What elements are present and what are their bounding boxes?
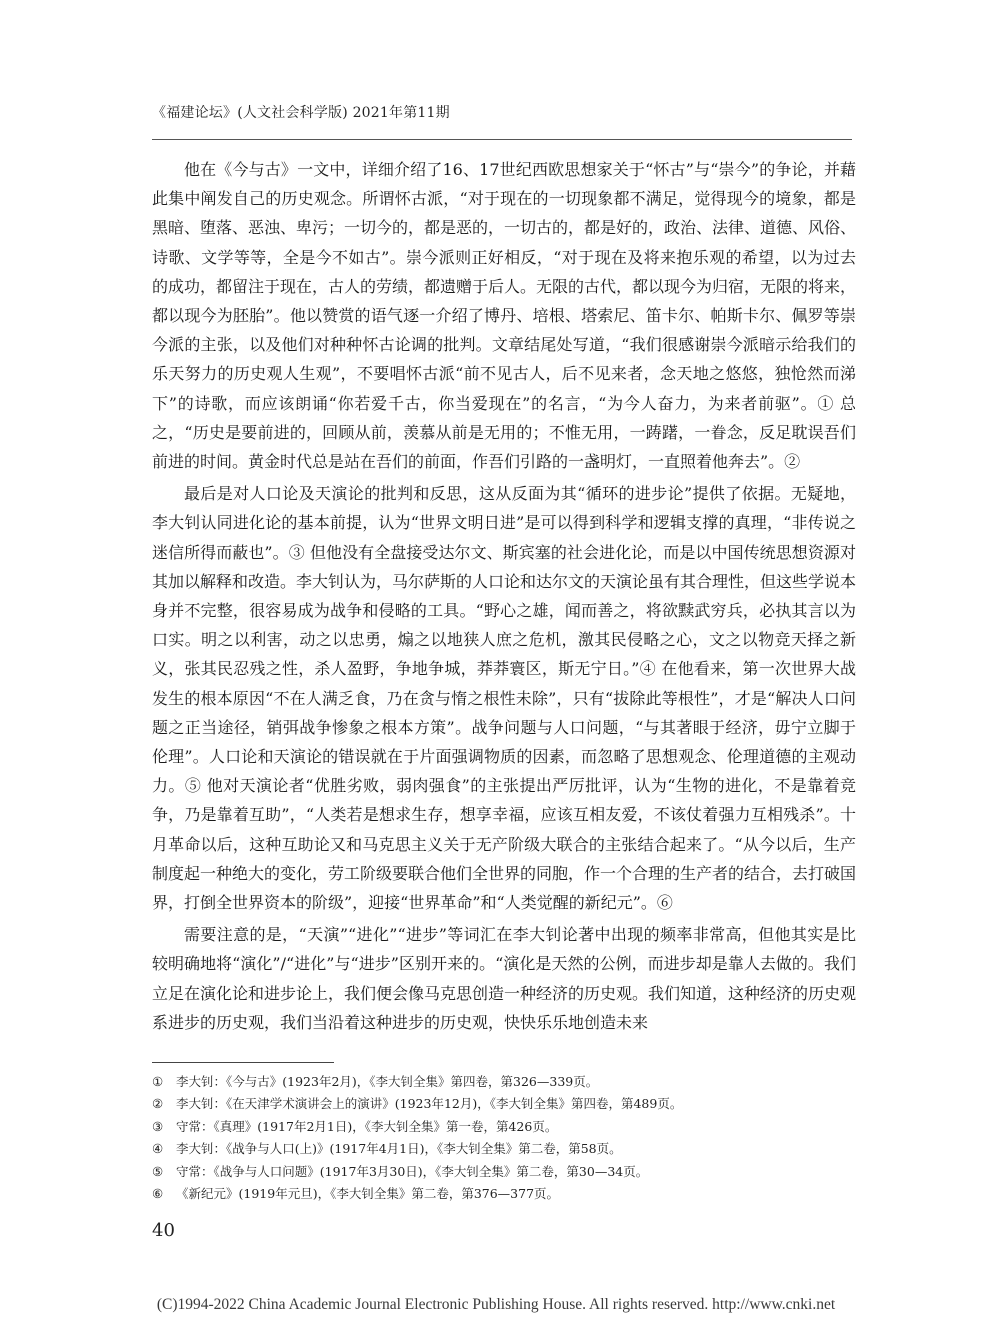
footnote-marker: ⑥ xyxy=(152,1186,164,1202)
running-header: 《福建论坛》(人文社会科学版) 2021年第11期 xyxy=(152,105,450,121)
footnote-marker: ⑤ xyxy=(152,1163,164,1179)
footnote-text: 《新纪元》(1919年元旦)，《李大钊全集》第二卷，第376—377页。 xyxy=(176,1186,560,1202)
footnote-text: 李大钊：《在天津学术演讲会上的演讲》(1923年12月)，《李大钊全集》第四卷，第489页。 xyxy=(176,1096,683,1112)
footnote-marker: ① xyxy=(152,1074,164,1089)
footnote xyxy=(152,1116,856,1138)
footnote-marker: ④ xyxy=(152,1141,164,1157)
paragraph: 他在《今与古》一文中，详细介绍了16、17世纪西欧思想家关于“怀古”与“崇今”的争论，并藉此集中阐发自己的历史观念。所谓怀古派，“对于现在的一切现象都不满足，觉得现今的境象，都是黑暗、堕落、恶浊、卑污；一切今的，都是恶的，一切古的，都是好的，政治、法律、道德、风俗、诗歌、文学等等，全是今不如古”。崇今派则正好相反，“对于现在及将来抱乐观的希望，以为过去的成功，都留注于现在，古人的劳绩，都遗赠于后人。无限的古代，都以现今为归宿，无限的将来，都以现今为胚胎”。他以赞赏的语气逐一介绍了博丹、培根、塔索尼、笛卡尔、帕斯卡尔、佩罗等崇今派的主张，以及他们对种种怀古论调的批判。文章结尾处写道，“我们很感谢崇今派暗示给我们的乐天努力的历史观人生观”，不要唱怀古派“前不见古人，后不见来者，念天地之悠悠，独怆然而涕下”的诗歌，而应该朗诵“你若爱千古，你当爱现在”的名言，“为今人奋力，为来者前驱”。① 总之，“历史是要前进的，回顾从前，羡慕从前是无用的；不惟无用，一踌躇，一眷念，反足耽误吾们前进的时间。黄金时代总是站在吾们的前面，作吾们引路的一盏明灯，一直照着他奔去”。② xyxy=(152,160,857,472)
paragraph: 需要注意的是，“天演”“进化”“进步”等词汇在李大钊论著中出现的频率非常高，但他其实是比较明确地将“演化”/“进化”与“进步”区别开来的。“演化是天然的公例，而进步却是靠人去做的。我们立足在演化论和进步论上，我们便会像马克思创造一种经济的历史观。我们知道，这种经济的历史观系进步的历史观，我们当沿着这种进步的历史观，快快乐乐地创造未来 xyxy=(152,925,857,1032)
footnote xyxy=(152,1183,856,1205)
footnote-text: 守常：《真理》(1917年2月1日)，《李大钊全集》第一卷，第426页。 xyxy=(176,1118,558,1134)
copyright-line: (C)1994-2022 China Academic Journal Electronic Publishing House. All rights reserved. http://www.cnki.net xyxy=(156,1296,836,1313)
footnote-text: 李大钊：《今与古》(1923年2月)，《李大钊全集》第四卷，第326—339页。 xyxy=(176,1074,599,1089)
header-divider xyxy=(152,139,852,140)
footnotes xyxy=(152,1071,856,1205)
footnote xyxy=(152,1071,856,1093)
footnote xyxy=(152,1093,856,1115)
footnote-marker: ② xyxy=(152,1096,164,1112)
footnote xyxy=(152,1161,856,1183)
footnote-text: 李大钊：《战争与人口(上)》(1917年4月1日)，《李大钊全集》第二卷，第58页。 xyxy=(176,1141,622,1157)
footnote-text: 守常：《战争与人口问题》(1917年3月30日)，《李大钊全集》第二卷，第30—34页。 xyxy=(176,1163,649,1179)
footnote xyxy=(152,1138,856,1160)
page-number: 40 xyxy=(152,1220,175,1241)
paragraph: 最后是对人口论及天演论的批判和反思，这从反面为其“循环的进步论”提供了依据。无疑地，李大钊认同进化论的基本前提，认为“世界文明日进”是可以得到科学和逻辑支撑的真理，“非传说之迷信所得而蔽也”。③ 但他没有全盘接受达尔文、斯宾塞的社会进化论，而是以中国传统思想资源对其加以解释和改造。李大钊认为，马尔萨斯的人口论和达尔文的天演论虽有其合理性，但这些学说本身并不完整，很容易成为战争和侵略的工具。“野心之雄，闻而善之，将欲黩武穷兵，必执其言以为口实。明之以利害，动之以忠勇，煽之以地狭人庶之危机，激其民侵略之心，文之以物竞天择之新义，张其民忍残之性，杀人盈野，争地争城，莽莽寰区，斯无宁日。”④ 在他看来，第一次世界大战发生的根本原因“不在人满乏食，乃在贪与惰之根性未除”，只有“拔除此等根性”，才是“解决人口问题之正当途径，销弭战争惨象之根本方策”。战争问题与人口问题，“与其著眼于经济，毋宁立脚于伦理”。人口论和天演论的错误就在于片面强调物质的因素，而忽略了思想观念、伦理道德的主观动力。⑤ 他对天演论者“优胜劣败，弱肉强食”的主张提出严厉批评，认为“生物的进化，不是靠着竞争，乃是靠着互助”，“人类若是想求生存，想享幸福，应该互相友爱，不该仗着强力互相残杀”。十月革命以后，这种互助论又和马克思主义关于无产阶级大联合的主张结合起来了。“从今以后，生产制度起一种绝大的变化，劳工阶级要联合他们全世界的同胞，作一个合理的生产者的结合，去打破国界，打倒全世界资本的阶级”，迎接“世界革命”和“人类觉醒的新纪元”。⑥ xyxy=(152,484,857,913)
footnote-divider xyxy=(152,1062,334,1063)
footnote-marker: ③ xyxy=(152,1118,164,1134)
article-body xyxy=(152,155,856,1040)
